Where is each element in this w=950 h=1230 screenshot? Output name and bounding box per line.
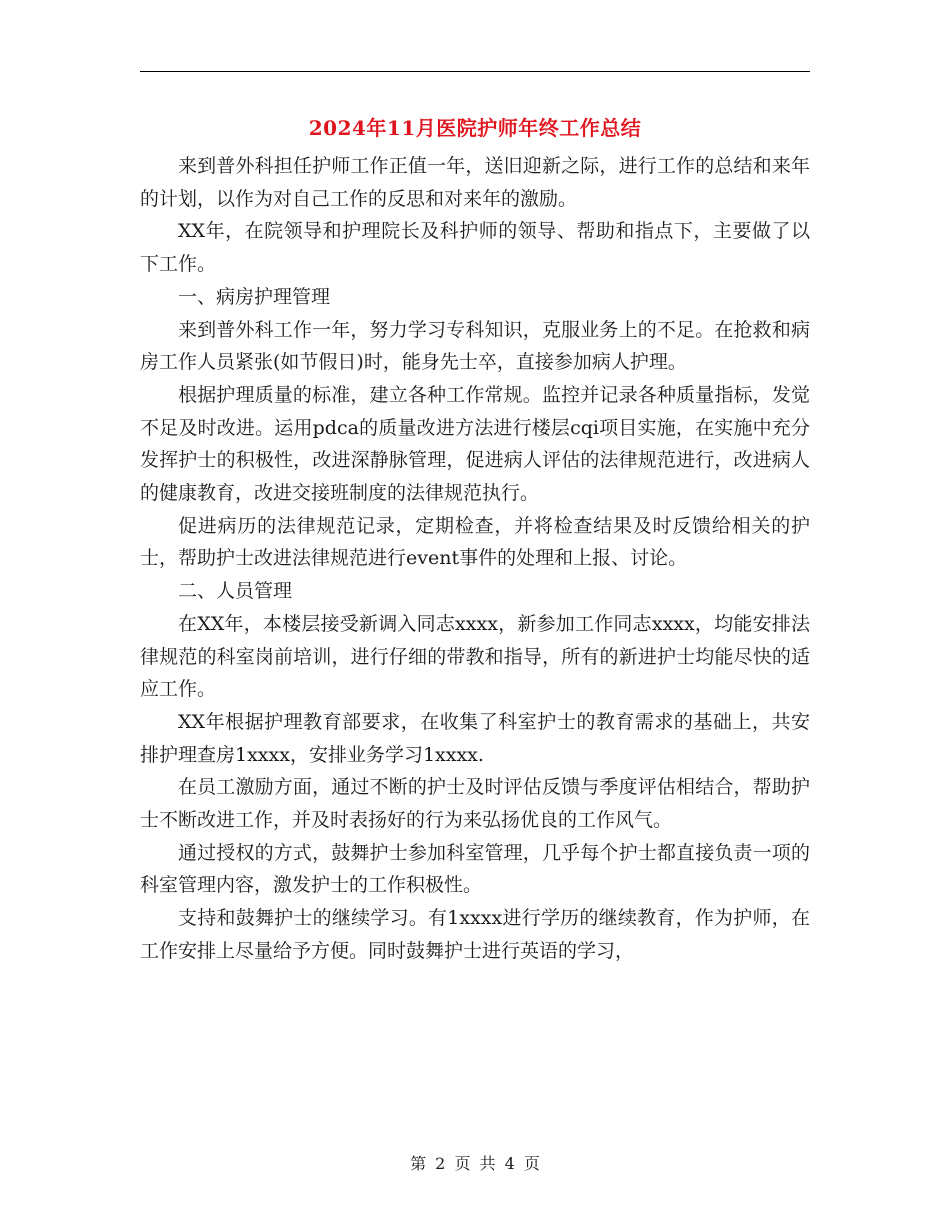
paragraph: 促进病历的法律规范记录，定期检查，并将检查结果及时反馈给相关的护士，帮助护士改进法律规范进行event事件的处理和上报、讨论。 [140, 514, 810, 570]
paragraph: 在员工激励方面，通过不断的护士及时评估反馈与季度评估相结合，帮助护士不断改进工作，并及时表扬好的行为来弘扬优良的工作风气。 [140, 776, 810, 832]
paragraph: XX年根据护理教育部要求，在收集了科室护士的教育需求的基础上，共安排护理查房1xxxx，安排业务学习1xxxx. [140, 710, 810, 766]
paragraph: 通过授权的方式，鼓舞护士参加科室管理，几乎每个护士都直接负责一项的科室管理内容，激发护士的工作积极性。 [140, 841, 810, 897]
document-title: 2024年11月医院护师年终工作总结 [308, 116, 642, 140]
section-heading: 二、人员管理 [178, 580, 293, 603]
page-number: 第 2 页 共 4 页 [410, 1154, 540, 1173]
paragraph: 来到普外科担任护师工作正值一年，送旧迎新之际，进行工作的总结和来年的计划，以作为对自己工作的反思和对来年的激励。 [140, 155, 810, 210]
paragraph: 根据护理质量的标准，建立各种工作常规。监控并记录各种质量指标，发觉不足及时改进。运用pdca的质量改进方法进行楼层cqi项目实施，在实施中充分发挥护士的积极性，改进深静脉管理，促进病人评估的法律规范进行，改进病人的健康教育，改进交接班制度的法律规范执行。 [140, 383, 810, 505]
paragraph: 来到普外科工作一年，努力学习专科知识，克服业务上的不足。在抢救和病房工作人员紧张(如节假日)时，能身先士卒，直接参加病人护理。 [140, 318, 810, 374]
document-body [140, 150, 810, 968]
paragraph: 支持和鼓舞护士的继续学习。有1xxxx进行学历的继续教育，作为护师，在工作安排上尽量给予方便。同时鼓舞护士进行英语的学习， [140, 907, 810, 962]
header-rule [140, 71, 810, 72]
paragraph: XX年，在院领导和护理院长及科护师的领导、帮助和指点下，主要做了以下工作。 [140, 220, 810, 276]
paragraph: 在XX年，本楼层接受新调入同志xxxx，新参加工作同志xxxx，均能安排法律规范的科室岗前培训，进行仔细的带教和指导，所有的新进护士均能尽快的适应工作。 [140, 612, 810, 701]
section-heading: 一、病房护理管理 [178, 285, 331, 308]
